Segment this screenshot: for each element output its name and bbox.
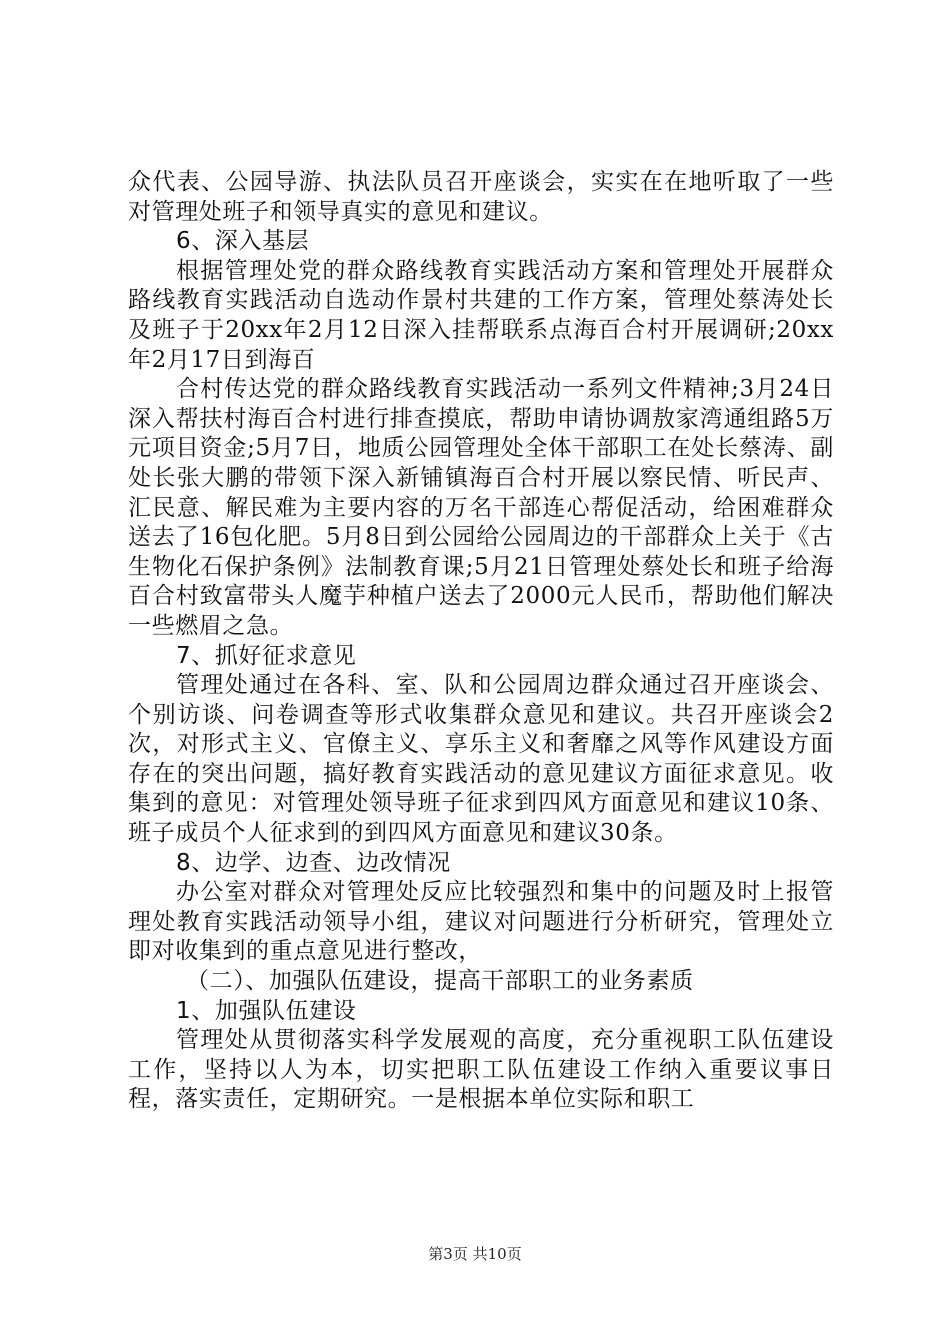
paragraph-team-building: 管理处从贯彻落实科学发展观的高度，充分重视职工队伍建设工作，坚持以人为本，切实把职工队伍建设工作纳入重要议事日程，落实责任，定期研究。一是根据本单位实际和职工	[128, 1027, 834, 1113]
paragraph-grassroots-plan: 根据管理处党的群众路线教育实践活动方案和管理处开展群众路线教育实践活动自选动作景村共建的工作方案，管理处蔡涛处长及班子于20xx年2月12日深入挂帮联系点海百合村开展调研;20xx年2月17日到海百	[128, 257, 834, 373]
paragraph-opinions: 管理处通过在各科、室、队和公园周边群众通过召开座谈会、个别访谈、问卷调查等形式收集群众意见和建议。共召开座谈会2次，对形式主义、官僚主义、享乐主义和奢靡之风等作风建设方面存在的突出问题，搞好教育实践活动的意见建议方面征求意见。收集到的意见：对管理处领导班子征求到四风方面意见和建议10条、班子成员个人征求到的到四风方面意见和建议30条。	[128, 672, 834, 847]
page-footer: 第3页 共10页	[428, 1245, 522, 1263]
section-heading-8: 8、边学、边查、边改情况	[176, 849, 451, 876]
section-heading-1: 1、加强队伍建设	[176, 997, 357, 1024]
document-body	[128, 168, 834, 1115]
paragraph-rectification: 办公室对群众对管理处反应比较强烈和集中的问题及时上报管理处教育实践活动领导小组，建议对问题进行分析研究，管理处立即对收集到的重点意见进行整改，	[128, 879, 834, 965]
section-heading-part-2: （二）、加强队伍建设，提高干部职工的业务素质	[186, 968, 694, 995]
section-heading-7: 7、抓好征求意见	[176, 642, 357, 669]
paragraph-continuation: 众代表、公园导游、执法队员召开座谈会，实实在在地听取了一些对管理处班子和领导真实的意见和建议。	[128, 169, 834, 225]
paragraph-grassroots-activities: 合村传达党的群众路线教育实践活动一系列文件精神;3月24日深入帮扶村海百合村进行排查摸底，帮助申请协调敖家湾通组路5万元项目资金;5月7日，地质公园管理处全体干部职工在处长蔡涛、副处长张大鹏的带领下深入新铺镇海百合村开展以察民情、听民声、汇民意、解民难为主要内容的万名干部连心帮促活动，给困难群众送去了16包化肥。5月8日到公园给公园周边的干部群众上关于《古生物化石保护条例》法制教育课;5月21日管理处蔡处长和班子给海百合村致富带头人魔芋种植户送去了2000元人民币，帮助他们解决一些燃眉之急。	[128, 376, 834, 639]
section-heading-6: 6、深入基层	[176, 228, 310, 255]
